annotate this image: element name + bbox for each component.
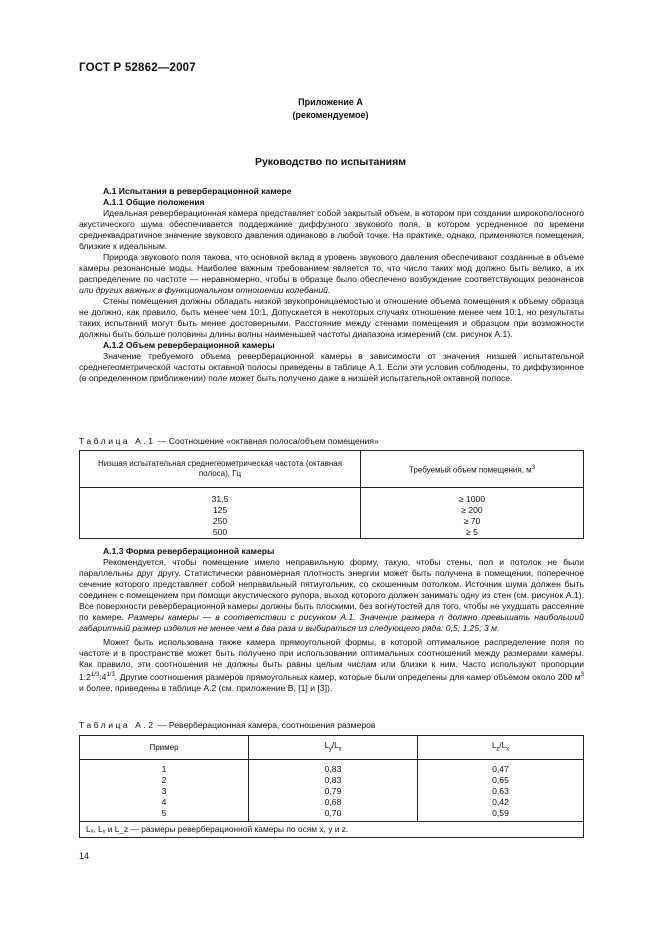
table-row: 3 0,79 0,63 [80,786,584,797]
table-row: 1 0,83 0,47 [80,764,584,775]
page-number: 14 [79,851,90,861]
document-header: ГОСТ Р 52862—2007 [79,62,196,74]
heading-a1-3: А.1.3 Форма реверберационной камеры [103,546,275,556]
paragraph-rectangular: Может быть использована также камера прямоугольной формы, в которой оптимальное распределение поля по частоте и в пространстве может быть получено при использовании оптимальных соотношений между размерами камеры. Как правило, эти соотношения не должны быть равны целым числам или близки к ним. Часто используют пропорции $1:2^{1/3}:4^{1/3}$. Другие соотношения размеров прямоугольных камер, которые были определены для камер объемом около 200 $м^3$ и более, приведены в таблице А.2 (см. приложение В, [1] и [3]). [79,637,584,693]
paragraph-volume: Значение требуемого объема реверберационной камеры в зависимости от значения низшей испытательной среднегеометрической частоты октавной полосы приведены в таблице А.1. Если эти условия соблюдены, то диффузионное (в определенном приближении) поле может быть получено даже в низшей испытательной октавной полосе. [79,351,584,383]
table-row: 31,5 ≥ 1000 [80,494,584,505]
paragraph-shape: Рекомендуется, чтобы помещение имело неправильную форму, такую, чтобы стены, пол и потолок не были параллельны друг другу. Статистически равномерная плотность энергии может быть получена в помещении, поперечное сечение которого представляет собой неправильный пятиугольник, со скошенным потолком. Источник шума должен быть соединен с помещением при помощи акустического рупора, выход которого должен занимать одну из стен (см. рисунок А.1). Все поверхности реверберационной камеры должны быть плоскими, без вогнутостей для того, чтобы не ухудшать рассеяние по камере. Размеры камеры — в соответствии с рисунком А.1. Значение размера n должно превышать наибольший габаритный размер изделия не менее чем в два раза и выбираться из следующего ряда: 0,5; 1,25; 3 м. [79,557,584,633]
table-row: 5 0,70 0,59 [80,808,584,822]
paragraph-ideal-chamber: Идеальная реверберационная камера представляет собой закрытый объем, в котором при создании широкополосного акустического шума обеспечивается поддержание диффузного звукового поля, в котором усредненное по времени среднеквадратичное значение звукового давления одинаково в любой точке. На практике, однако, применяются помещения, близкие к идеальным. [79,208,584,251]
table-row: 500 ≥ 5 [80,527,584,539]
table-a1-caption: Таблица А.1 — Соотношение «октавная полоса/объем помещения» [79,436,379,446]
paragraph-walls: Стены помещения должны обладать низкой звукопроницаемостью и отношение объема помещения к объему образца не должно, как правило, быть менее чем 10:1. Допускается в некоторых случаях отношение менее чем 10:1, но результаты таких испытаний могут быть менее достоверными. Расстояние между стенами помещения и образцом при возможности должны быть больше половины длины волны наименьшей частоты диапазона измерений (см. рисунок А.1). [79,296,584,339]
table-a2 [79,735,584,838]
table-a2-header-example: Пример [80,736,249,760]
page-title: Руководство по испытаниям [254,156,407,168]
table-a2-caption: Таблица А.2 — Реверберационная камера, соотношения размеров [79,720,376,730]
table-a2-note: Lₓ, Lᵧ и L_z — размеры реверберационной камеры по осям x, y и z. [80,822,584,838]
annex-title: Приложение А [298,97,363,107]
heading-a1-1: А.1.1 Общие положения [103,197,205,207]
heading-a1: А.1 Испытания в реверберационной камере [103,186,292,196]
section-a13-block [79,546,584,694]
section-a1-block [79,186,584,384]
paragraph-sound-field: Природа звукового поля такова, что основной вклад в уровень звукового давления обеспечивают созданные в объеме камеры резонансные моды. Наиболее важным требованием является то, что число таких мод должно быть велико, а их распределение по частоте — неравномерно, чтобы в образце было обеспечено возбуждение соответствующих резонансов или других важных в функциональном отношении колебаний. [79,252,584,295]
table-a1-header-freq: Низшая испытательная среднегеометрическая частота (октавная полоса), Гц [80,451,361,488]
heading-a1-2: А.1.2 Объем реверберационной камеры [103,340,275,350]
table-a2-header-lz: $L_z/L_x$ [418,736,584,760]
table-row: 2 0,83 0,65 [80,775,584,786]
table-row: 125 ≥ 200 [80,505,584,516]
table-a2-header-ly: $L_y/L_x$ [249,736,418,760]
table-a1 [79,450,584,539]
annex-status: (рекомендуемое) [292,110,369,120]
table-row: 250 ≥ 70 [80,516,584,527]
table-a1-header-volume: Требуемый объем помещения, $м^3$ [361,451,584,488]
table-row: 4 0,68 0,42 [80,797,584,808]
